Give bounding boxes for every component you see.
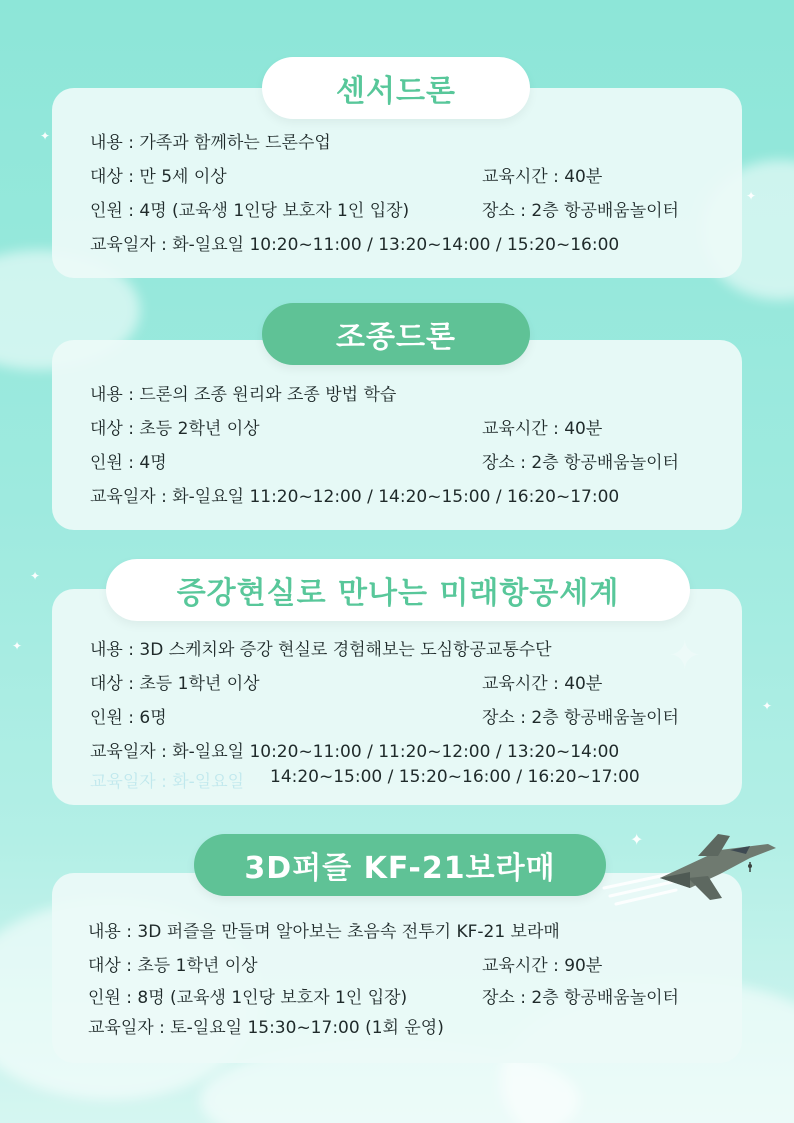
sparkle-icon: ✦ bbox=[40, 129, 51, 143]
program-content: 내용 : 드론의 조종 원리와 조종 방법 학습 bbox=[90, 385, 397, 405]
program-people: 인원 : 4명 (교육생 1인당 보호자 1인 입장) bbox=[90, 201, 410, 221]
program-place: 장소 : 2층 항공배움놀이터 bbox=[482, 988, 679, 1008]
program-target: 대상 : 초등 1학년 이상 bbox=[88, 956, 258, 976]
program-place: 장소 : 2층 항공배움놀이터 bbox=[482, 201, 679, 221]
program-target: 대상 : 초등 1학년 이상 bbox=[90, 674, 260, 694]
program-people: 인원 : 6명 bbox=[90, 708, 167, 728]
program-schedule: 교육일자 : 토-일요일 15:30~17:00 (1회 운영) bbox=[88, 1018, 444, 1038]
sparkle-icon: ✦ bbox=[762, 699, 773, 713]
program-people: 인원 : 8명 (교육생 1인당 보호자 1인 입장) bbox=[88, 988, 408, 1008]
program-content: 내용 : 3D 스케치와 증강 현실로 경험해보는 도심항공교통수단 bbox=[90, 640, 552, 660]
sparkle-icon: ✦ bbox=[746, 189, 757, 203]
program-schedule-continued: 14:20~15:00 / 15:20~16:00 / 16:20~17:00 bbox=[270, 767, 640, 787]
program-duration: 교육시간 : 90분 bbox=[482, 956, 603, 976]
program-card-ar-future-aviation bbox=[52, 589, 742, 805]
sparkle-icon: ✦ bbox=[630, 830, 644, 849]
program-content: 내용 : 3D 퍼즐을 만들며 알아보는 초음속 전투기 KF-21 보라매 bbox=[88, 922, 560, 942]
program-schedule: 교육일자 : 화-일요일 10:20~11:00 / 13:20~14:00 / 15:20~16:00 bbox=[90, 235, 620, 255]
program-duration: 교육시간 : 40분 bbox=[482, 419, 603, 439]
program-schedule: 교육일자 : 화-일요일 10:20~11:00 / 11:20~12:00 / 13:20~14:00 bbox=[90, 742, 620, 762]
program-card-control-drone bbox=[52, 340, 742, 530]
sparkle-icon: ✦ bbox=[12, 639, 23, 653]
program-title-control-drone: 조종드론 bbox=[262, 303, 530, 365]
program-title-3d-puzzle-kf21: 3D퍼즐 KF-21보라매 bbox=[194, 834, 606, 896]
program-place: 장소 : 2층 항공배움놀이터 bbox=[482, 708, 679, 728]
sparkle-icon: ✦ bbox=[30, 569, 41, 583]
program-schedule: 교육일자 : 화-일요일 11:20~12:00 / 14:20~15:00 / 16:20~17:00 bbox=[90, 487, 620, 507]
program-title-ar-future-aviation: 증강현실로 만나는 미래항공세계 bbox=[106, 559, 690, 621]
program-title-sensor-drone: 센서드론 bbox=[262, 57, 530, 119]
program-duration: 교육시간 : 40분 bbox=[482, 167, 603, 187]
program-duration: 교육시간 : 40분 bbox=[482, 674, 603, 694]
program-target: 대상 : 초등 2학년 이상 bbox=[90, 419, 260, 439]
fighter-jet-icon bbox=[600, 826, 780, 912]
program-place: 장소 : 2층 항공배움놀이터 bbox=[482, 453, 679, 473]
program-people: 인원 : 4명 bbox=[90, 453, 167, 473]
program-content: 내용 : 가족과 함께하는 드론수업 bbox=[90, 133, 331, 153]
program-schedule-label-faint: 교육일자 : 화-일요일 bbox=[90, 772, 245, 792]
program-target: 대상 : 만 5세 이상 bbox=[90, 167, 227, 187]
